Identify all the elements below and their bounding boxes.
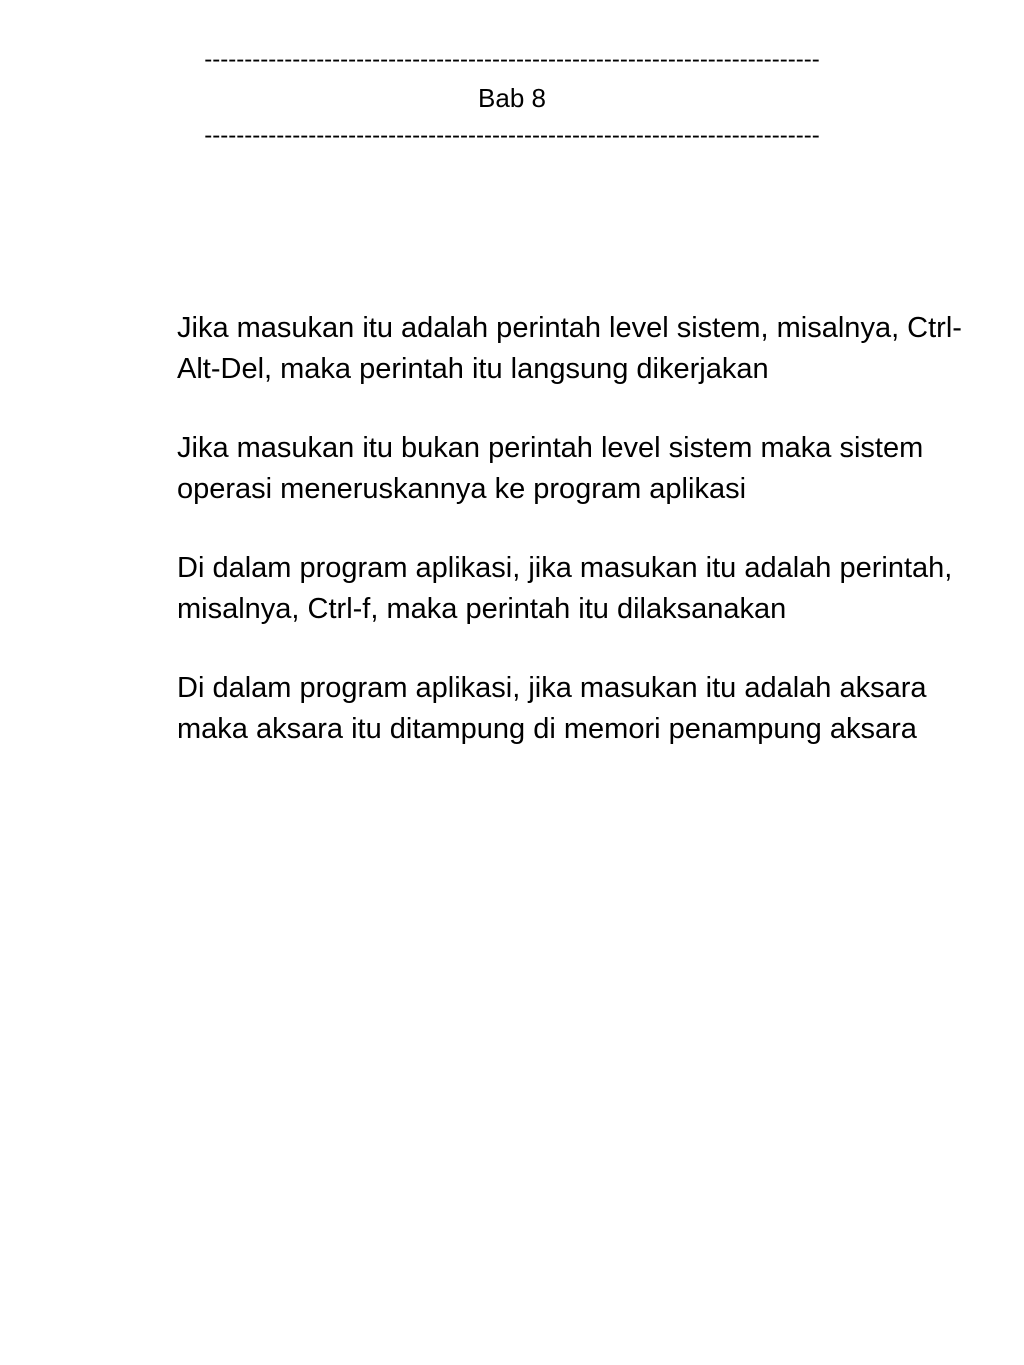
header-bottom-rule: ----------------------------------------------------------------------------- [204, 122, 820, 149]
paragraph-3: Di dalam program aplikasi, jika masukan itu adalah perintah, misalnya, Ctrl-f, maka perintah itu dilaksanakan [177, 552, 953, 625]
chapter-header [0, 44, 1024, 152]
paragraph-4: Di dalam program aplikasi, jika masukan itu adalah aksara maka aksara itu ditampung di memori penampung aksara [177, 672, 927, 745]
chapter-title: Bab 8 [478, 83, 546, 113]
header-top-rule: ----------------------------------------------------------------------------- [204, 46, 820, 73]
paragraph-2: Jika masukan itu bukan perintah level sistem maka sistem operasi meneruskannya ke program aplikasi [177, 432, 924, 505]
body-text [177, 308, 977, 788]
paragraph-1: Jika masukan itu adalah perintah level sistem, misalnya, Ctrl-Alt-Del, maka perintah itu langsung dikerjakan [177, 312, 962, 385]
